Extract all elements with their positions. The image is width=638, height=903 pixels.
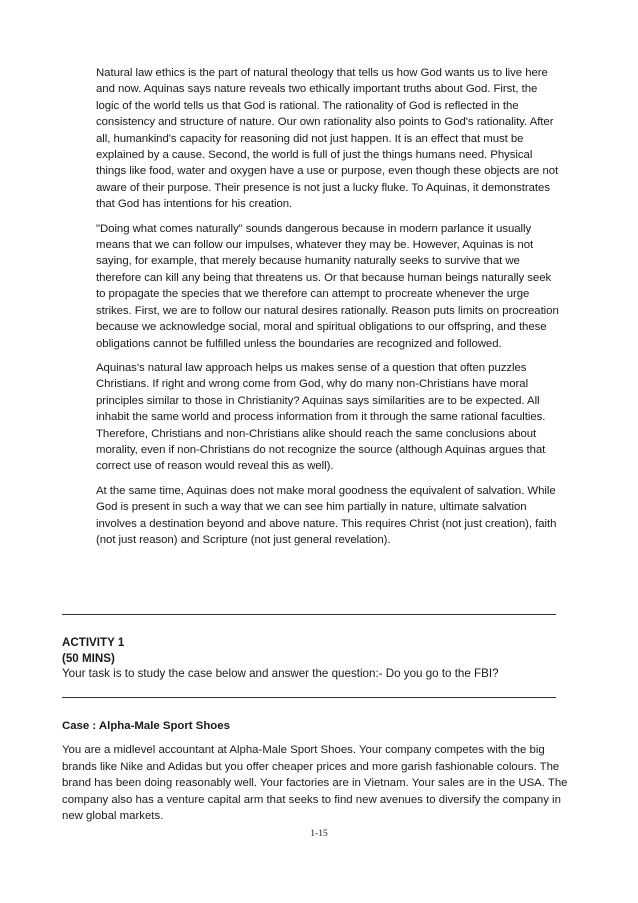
body-text [96,65,562,556]
paragraph-doing-naturally: "Doing what comes naturally" sounds dangerous because in modern parlance it usually means that we can follow our impulses, whatever they may be. However, Aquinas is not saying, for example, that merely because humanity naturally seeks to survive that we therefore can kill any being that threatens us. Or that because human beings naturally seek to propagate the species that we therefore can attempt to procreate whenever the urge strikes. First, we are to follow our natural desires rationally. Reason puts limits on procreation because we acknowledge social, moral and spiritual obligations to our offspring, and these obligations cannot be fulfilled unless the boundaries are recognized and followed. [96,222,559,350]
activity-section [62,635,562,682]
paragraph-salvation: At the same time, Aquinas does not make moral goodness the equivalent of salvation. While God is present in such a way that we can see him partially in nature, ultimate salvation involves a destination beyond and above nature. This requires Christ (not just creation), faith (not just reason) and Scripture (not just general revelation). [96,484,557,546]
divider-bottom [62,697,556,698]
case-section [62,718,572,824]
page-number: 1-15 [310,829,328,839]
case-title: Case : Alpha-Male Sport Shoes [62,720,230,732]
activity-duration: (50 MINS) [62,651,115,665]
activity-title: ACTIVITY 1 [62,636,125,649]
case-text: You are a midlevel accountant at Alpha-Male Sport Shoes. Your company competes with the big brands like Nike and Adidas but you offer cheaper prices and more garish fashionable colours. The brand has been doing reasonably well. Your factories are in Vietnam. Your sales are in the USA. The company also has a venture capital arm that seeks to find new avenues to diversify the company in new global markets. [62,744,568,823]
activity-task: Your task is to study the case below and answer the question:- Do you go to the FBI? [62,667,499,680]
paragraph-non-christians: Aquinas's natural law approach helps us makes sense of a question that often puzzles Christians. If right and wrong come from God, why do many non-Christians have moral principles similar to those in Christianity? Aquinas says similarities are to be expected. All inhabit the same world and process information from it through the same rational faculties. Therefore, Christians and non-Christians alike should reach the same conclusions about morality, even if non-Christians do not recognize the source (although Aquinas argues that correct use of reason would reveal this as well). [96,361,546,473]
divider-top [62,614,556,615]
paragraph-natural-law: Natural law ethics is the part of natural theology that tells us how God wants us to live here and now. Aquinas says nature reveals two ethically important truths about God. First, the logic of the world tells us that God is rational. The rationality of God is reflected in the consistency and structure of nature. Our own rationality also points to God's rationality. After all, humankind's capacity for reasoning did not just happen. It is an effect that must be explained by a cause. Second, the world is full of just the things humans need. Physical things like food, water and oxygen have a use or purpose, even though these objects are not aware of their purpose. Their presence is not just a lucky fluke. To Aquinas, it demonstrates that God has intentions for his creation. [96,67,559,211]
